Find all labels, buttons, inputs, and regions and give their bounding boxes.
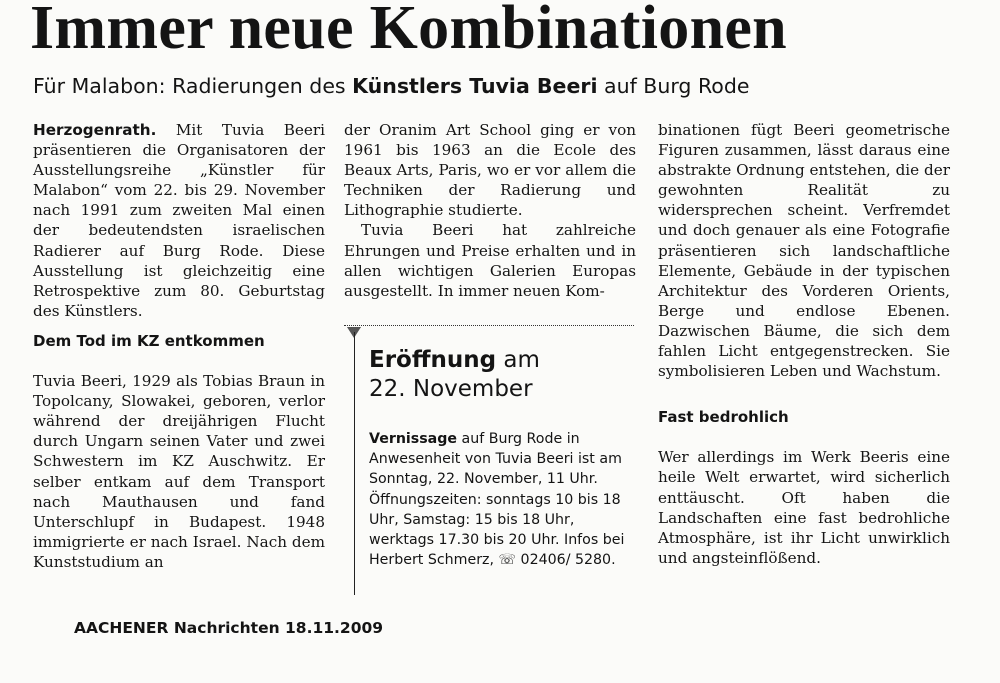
study-paragraph: der Oranim Art School ging er von 1961 bis 1963 an die Ecole des Beaux Arts, Paris, wo er vor allem die Techniken der Radierung und Lithographie studierte.	[344, 121, 636, 220]
subhead-prefix: Für Malabon: Radierungen des	[33, 74, 353, 98]
info-box-rule	[354, 332, 355, 595]
phone-icon: ☏	[498, 552, 517, 569]
honors-paragraph: Tuvia Beeri hat zahlreiche Ehrungen und Preise erhalten und in allen wichtigen Galerien Europas ausgestellt. In immer neuen Kom-	[344, 221, 636, 300]
vernissage-label: Vernissage	[369, 431, 458, 447]
info-box-text	[369, 429, 631, 570]
intro-paragraph	[33, 120, 325, 321]
info-box-title-bold: Eröffnung	[369, 347, 497, 373]
conclusion-paragraph: Wer allerdings im Werk Beeris eine heile Welt erwartet, wird sicherlich enttäuscht. Oft haben die Landschaften eine fast bedrohliche Atmosphäre, ist ihr Licht unwirklich und angsteinflößend.	[658, 448, 950, 567]
subheadline	[33, 74, 749, 98]
biography-paragraph: Tuvia Beeri, 1929 als Tobias Braun in Topolcany, Slowakei, geboren, verlor während der dreijährigen Flucht durch Ungarn seinen Vater und zwei Schwestern im KZ Auschwitz. Er selber entkam auf dem Transport nach Mauthausen und fand Unterschlupf in Budapest. 1948 immigrierte er nach Israel. Nach dem Kunststudium an	[33, 372, 325, 571]
technique-paragraph: binationen fügt Beeri geometrische Figuren zusammen, lässt daraus eine abstrakte Ordnung entstehen, die der gewohnten Realität zu widersprechen scheint. Verfremdet und doch genauer als eine Fotografie präsentieren sich landschaftliche Elemente, Gebäude in der typischen Architektur des Vorderen Orients, Berge und endlose Ebenen. Dazwischen Bäume, die sich dem fahlen Licht entgegenstrecken. Sie symbolisieren Leben und Wachstum.	[658, 121, 950, 381]
headline: Immer neue Kombinationen	[30, 0, 787, 62]
subhead-suffix: auf Burg Rode	[597, 74, 750, 98]
article-column-3	[658, 120, 950, 568]
phone-number: 02406/ 5280.	[516, 552, 616, 569]
subhead-bold: Künstlers Tuvia Beeri	[352, 74, 598, 98]
info-box-date: 22. November	[369, 376, 533, 402]
article-column-1	[33, 120, 325, 572]
source-citation: AACHENER Nachrichten 18.11.2009	[74, 619, 384, 637]
vernissage-details: auf Burg Rode in Anwesenheit von Tuvia Beeri ist am Sonntag, 22. November, 11 Uhr. Öffnungszeiten: sonntags 10 bis 18 Uhr, Samstag: 15 bis 18 Uhr, werktags 17.30 bis 20 Uhr. Infos bei Herbert Schmerz,	[369, 431, 625, 569]
section-heading-kz: Dem Tod im KZ entkommen	[33, 331, 265, 350]
info-box-title-rest: am	[496, 347, 540, 373]
info-box	[344, 325, 634, 601]
intro-text: Mit Tuvia Beeri präsentieren die Organisatoren der Ausstellungsreihe „Künstler für Malabon“ vom 22. bis 29. November nach 1991 zum zweiten Mal einen der bedeutendsten israelischen Radierer auf Burg Rode. Diese Ausstellung ist gleichzeitig eine Retrospektive zum 80. Geburtstag des Künstlers.	[33, 121, 326, 320]
section-heading-threat: Fast bedrohlich	[658, 408, 789, 427]
info-box-title	[369, 346, 540, 404]
dateline: Herzogenrath.	[33, 121, 157, 139]
article-column-2	[344, 120, 636, 301]
